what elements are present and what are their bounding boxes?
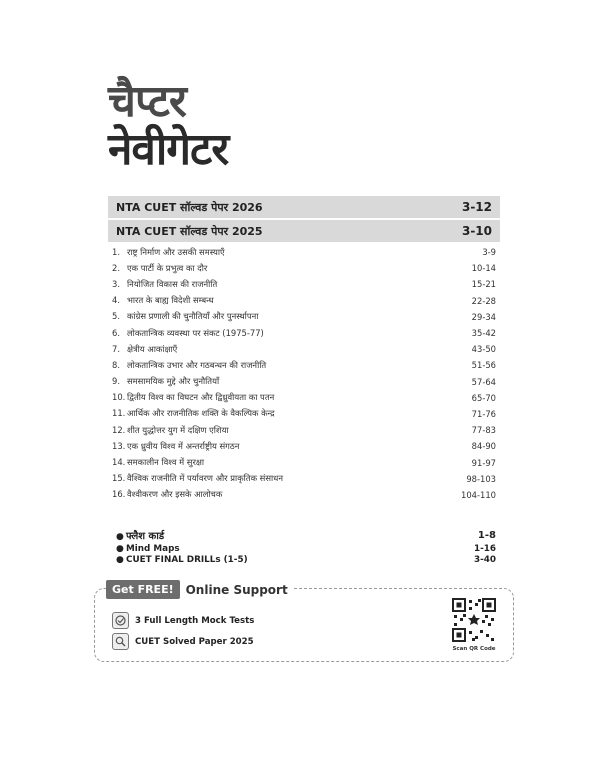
mock-test-icon xyxy=(112,612,129,629)
chapter-pages: 57-64 xyxy=(471,376,496,387)
get-free-badge: Get FREE! xyxy=(106,580,180,599)
extra-pages: 1-16 xyxy=(473,543,496,554)
chapter-title: राष्ट्र निर्माण और उसकी समस्याएँ xyxy=(127,246,225,257)
chapter-number: 9. xyxy=(112,376,120,387)
support-item-label: 3 Full Length Mock Tests xyxy=(135,615,255,626)
chapter-title: क्षेत्रीय आकांक्षाएँ xyxy=(127,343,178,354)
chapter-title: लोकतान्त्रिक व्यवस्था पर संकट (1975-77) xyxy=(127,327,264,338)
chapter-pages: 10-14 xyxy=(471,263,496,274)
chapter-number: 3. xyxy=(112,278,120,289)
chapter-row[interactable] xyxy=(112,276,496,292)
band-label: NTA CUET सॉल्वड पेपर 2026 xyxy=(116,200,263,214)
chapter-row[interactable] xyxy=(112,390,496,406)
chapter-title: भारत के बाह्य विदेशी सम्बन्ध xyxy=(127,295,214,306)
chapter-title: नियोजित विकास की राजनीति xyxy=(127,278,218,289)
extra-row[interactable] xyxy=(116,527,496,543)
chapter-title-group xyxy=(112,408,275,419)
chapter-number: 10. xyxy=(112,392,126,403)
chapter-number: 13. xyxy=(112,440,126,451)
chapter-title-group xyxy=(112,441,239,452)
extra-title-group xyxy=(116,544,180,554)
chapter-row[interactable] xyxy=(112,325,496,341)
chapter-pages: 84-90 xyxy=(471,441,496,452)
chapter-row[interactable] xyxy=(112,454,496,470)
chapter-title: एक पार्टी के प्रभुत्व का दौर xyxy=(127,262,208,273)
chapter-title-group xyxy=(112,360,266,371)
chapter-title: समकालीन विश्व में सुरक्षा xyxy=(127,457,205,468)
chapter-pages: 104-110 xyxy=(461,489,496,500)
chapter-title: वैश्वीकरण और इसके आलोचक xyxy=(127,489,223,500)
support-item-mock-tests[interactable] xyxy=(112,612,254,629)
chapter-title-group xyxy=(112,425,229,436)
chapter-row[interactable] xyxy=(112,406,496,422)
chapter-row[interactable] xyxy=(112,293,496,309)
extras-list xyxy=(116,527,496,565)
extra-title-group xyxy=(116,528,164,542)
chapter-row[interactable] xyxy=(112,244,496,260)
chapter-number: 12. xyxy=(112,424,126,435)
chapter-title-group xyxy=(112,295,214,306)
chapter-row[interactable] xyxy=(112,422,496,438)
online-support-heading: Online Support xyxy=(185,582,288,597)
search-icon xyxy=(112,633,129,650)
chapter-list xyxy=(112,244,496,503)
extra-title: CUET FINAL DRILLs (1-5) xyxy=(126,554,248,565)
chapter-number: 4. xyxy=(112,295,120,306)
chapter-pages: 15-21 xyxy=(471,279,496,290)
band-label: NTA CUET सॉल्वड पेपर 2025 xyxy=(116,224,263,238)
extra-row[interactable] xyxy=(116,554,496,565)
qr-code-icon[interactable] xyxy=(452,598,496,642)
chapter-pages: 43-50 xyxy=(471,344,496,355)
title-line-2: नेवीगेटर xyxy=(108,124,229,175)
chapter-title: द्वितीय विश्व का विघटन और द्विध्रुवीयता का पतन xyxy=(127,392,275,403)
chapter-row[interactable] xyxy=(112,487,496,503)
chapter-row[interactable] xyxy=(112,374,496,390)
bullet-icon: ● xyxy=(116,543,124,554)
support-item-label: CUET Solved Paper 2025 xyxy=(135,636,254,647)
chapter-number: 1. xyxy=(112,246,120,257)
chapter-title-group xyxy=(112,263,207,274)
chapter-row[interactable] xyxy=(112,341,496,357)
chapter-pages: 71-76 xyxy=(471,408,496,419)
chapter-number: 5. xyxy=(112,311,120,322)
chapter-title-group xyxy=(112,489,222,500)
chapter-number: 11. xyxy=(112,408,126,419)
chapter-title: एक ध्रुवीय विश्व में अन्तर्राष्ट्रीय संगठन xyxy=(127,440,240,451)
chapter-number: 14. xyxy=(112,457,126,468)
chapter-title-group xyxy=(112,328,264,339)
chapter-number: 15. xyxy=(112,473,126,484)
chapter-title-group xyxy=(112,392,274,403)
chapter-pages: 65-70 xyxy=(471,392,496,403)
solved-paper-2025-band xyxy=(108,220,500,242)
chapter-title: शीत युद्धोत्तर युग में दक्षिण एशिया xyxy=(127,424,229,435)
chapter-title-group xyxy=(112,473,283,484)
chapter-row[interactable] xyxy=(112,309,496,325)
page-title xyxy=(108,78,228,174)
chapter-title: समसामयिक मुद्दे और चुनौतियाँ xyxy=(127,376,220,387)
band-pages: 3-12 xyxy=(461,200,492,214)
extra-title: फ्लैश कार्ड xyxy=(126,531,165,542)
chapter-row[interactable] xyxy=(112,471,496,487)
chapter-pages: 98-103 xyxy=(466,473,496,484)
online-support-header xyxy=(106,580,292,599)
extra-pages: 1-8 xyxy=(477,529,496,541)
chapter-number: 16. xyxy=(112,489,126,500)
chapter-row[interactable] xyxy=(112,438,496,454)
chapter-pages: 29-34 xyxy=(471,311,496,322)
extra-title: Mind Maps xyxy=(126,543,180,554)
chapter-pages: 3-9 xyxy=(482,247,496,258)
extra-row[interactable] xyxy=(116,543,496,554)
title-line-1: चैप्टर xyxy=(108,76,186,127)
chapter-number: 7. xyxy=(112,343,120,354)
chapter-title: वैश्विक राजनीति में पर्यावरण और प्राकृतिक संसाधन xyxy=(127,473,283,484)
bullet-icon: ● xyxy=(116,532,124,542)
support-item-solved-paper[interactable] xyxy=(112,633,254,650)
chapter-number: 8. xyxy=(112,359,120,370)
chapter-title-group xyxy=(112,247,225,258)
chapter-title-group xyxy=(112,376,219,387)
chapter-title-group xyxy=(112,344,177,355)
chapter-title-group xyxy=(112,311,258,322)
band-pages: 3-10 xyxy=(461,224,492,238)
chapter-title: कांग्रेस प्रणाली की चुनौतियाँ और पुनर्स्थापना xyxy=(127,311,259,322)
chapter-pages: 77-83 xyxy=(471,425,496,436)
chapter-row[interactable] xyxy=(112,260,496,276)
chapter-title: आर्थिक और राजनीतिक शक्ति के वैकल्पिक केन्द्र xyxy=(127,408,275,419)
chapter-number: 2. xyxy=(112,262,120,273)
solved-paper-2026-band xyxy=(108,196,500,218)
chapter-title-group xyxy=(112,457,204,468)
extra-pages: 3-40 xyxy=(473,554,496,565)
chapter-pages: 91-97 xyxy=(471,457,496,468)
chapter-row[interactable] xyxy=(112,357,496,373)
chapter-title: लोकतान्त्रिक उभार और गठबन्धन की राजनीति xyxy=(127,359,267,370)
bullet-icon: ● xyxy=(116,554,124,565)
chapter-pages: 51-56 xyxy=(471,360,496,371)
qr-code-label: Scan QR Code xyxy=(452,646,496,652)
chapter-pages: 35-42 xyxy=(471,328,496,339)
chapter-number: 6. xyxy=(112,327,120,338)
extra-title-group xyxy=(116,555,248,565)
chapter-pages: 22-28 xyxy=(471,295,496,306)
chapter-title-group xyxy=(112,279,217,290)
